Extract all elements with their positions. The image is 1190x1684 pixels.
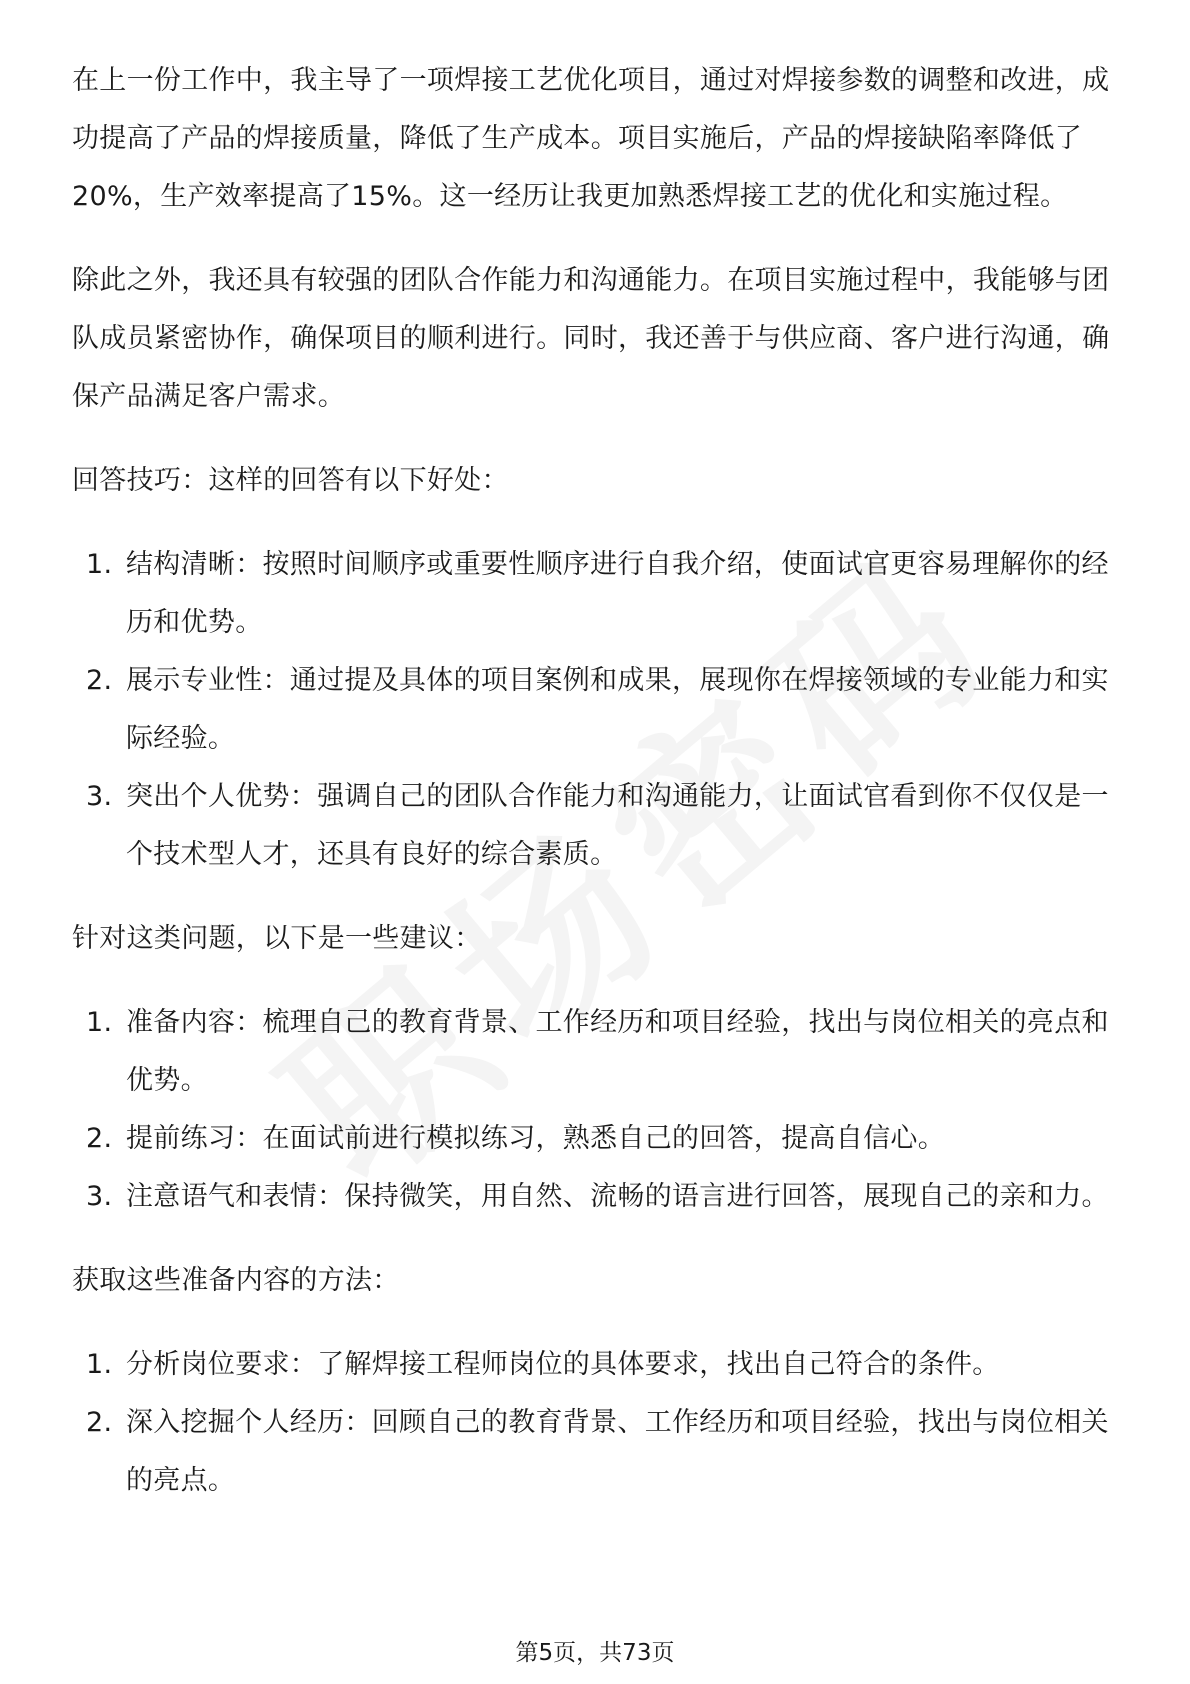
methods-heading: 获取这些准备内容的方法： <box>72 1265 400 1296</box>
list-item: 1. 结构清晰：按照时间顺序或重要性顺序进行自我介绍，使面试官更容易理解你的经历和优势。 <box>86 549 1109 638</box>
list-item: 2. 展示专业性：通过提及具体的项目案例和成果，展现你在焊接领域的专业能力和实际经验。 <box>86 665 1109 754</box>
document-page <box>72 52 1118 1536</box>
advice-list <box>72 994 1118 1226</box>
list-item: 1. 分析岗位要求：了解焊接工程师岗位的具体要求，找出自己符合的条件。 <box>86 1349 1000 1380</box>
tips-list <box>72 536 1118 884</box>
paragraph-teamwork: 除此之外，我还具有较强的团队合作能力和沟通能力。在项目实施过程中，我能够与团队成员紧密协作，确保项目的顺利进行。同时，我还善于与供应商、客户进行沟通，确保产品满足客户需求。 <box>72 265 1110 412</box>
advice-heading: 针对这类问题，以下是一些建议： <box>72 923 482 954</box>
paragraph-project-experience: 在上一份工作中，我主导了一项焊接工艺优化项目，通过对焊接参数的调整和改进，成功提高了产品的焊接质量，降低了生产成本。项目实施后，产品的焊接缺陷率降低了20%，生产效率提高了15%。这一经历让我更加熟悉焊接工艺的优化和实施过程。 <box>72 65 1110 212</box>
list-item: 2. 深入挖掘个人经历：回顾自己的教育背景、工作经历和项目经验，找出与岗位相关的亮点。 <box>86 1407 1109 1496</box>
page-number-footer: 第5页，共73页 <box>515 1640 675 1666</box>
tips-heading: 回答技巧：这样的回答有以下好处： <box>72 465 509 496</box>
list-item: 1. 准备内容：梳理自己的教育背景、工作经历和项目经验，找出与岗位相关的亮点和优势。 <box>86 1007 1109 1096</box>
list-item: 2. 提前练习：在面试前进行模拟练习，熟悉自己的回答，提高自信心。 <box>86 1123 945 1154</box>
list-item: 3. 突出个人优势：强调自己的团队合作能力和沟通能力，让面试官看到你不仅仅是一个技术型人才，还具有良好的综合素质。 <box>86 781 1109 870</box>
list-item: 3. 注意语气和表情：保持微笑，用自然、流畅的语言进行回答，展现自己的亲和力。 <box>86 1181 1109 1212</box>
methods-list <box>72 1336 1118 1510</box>
